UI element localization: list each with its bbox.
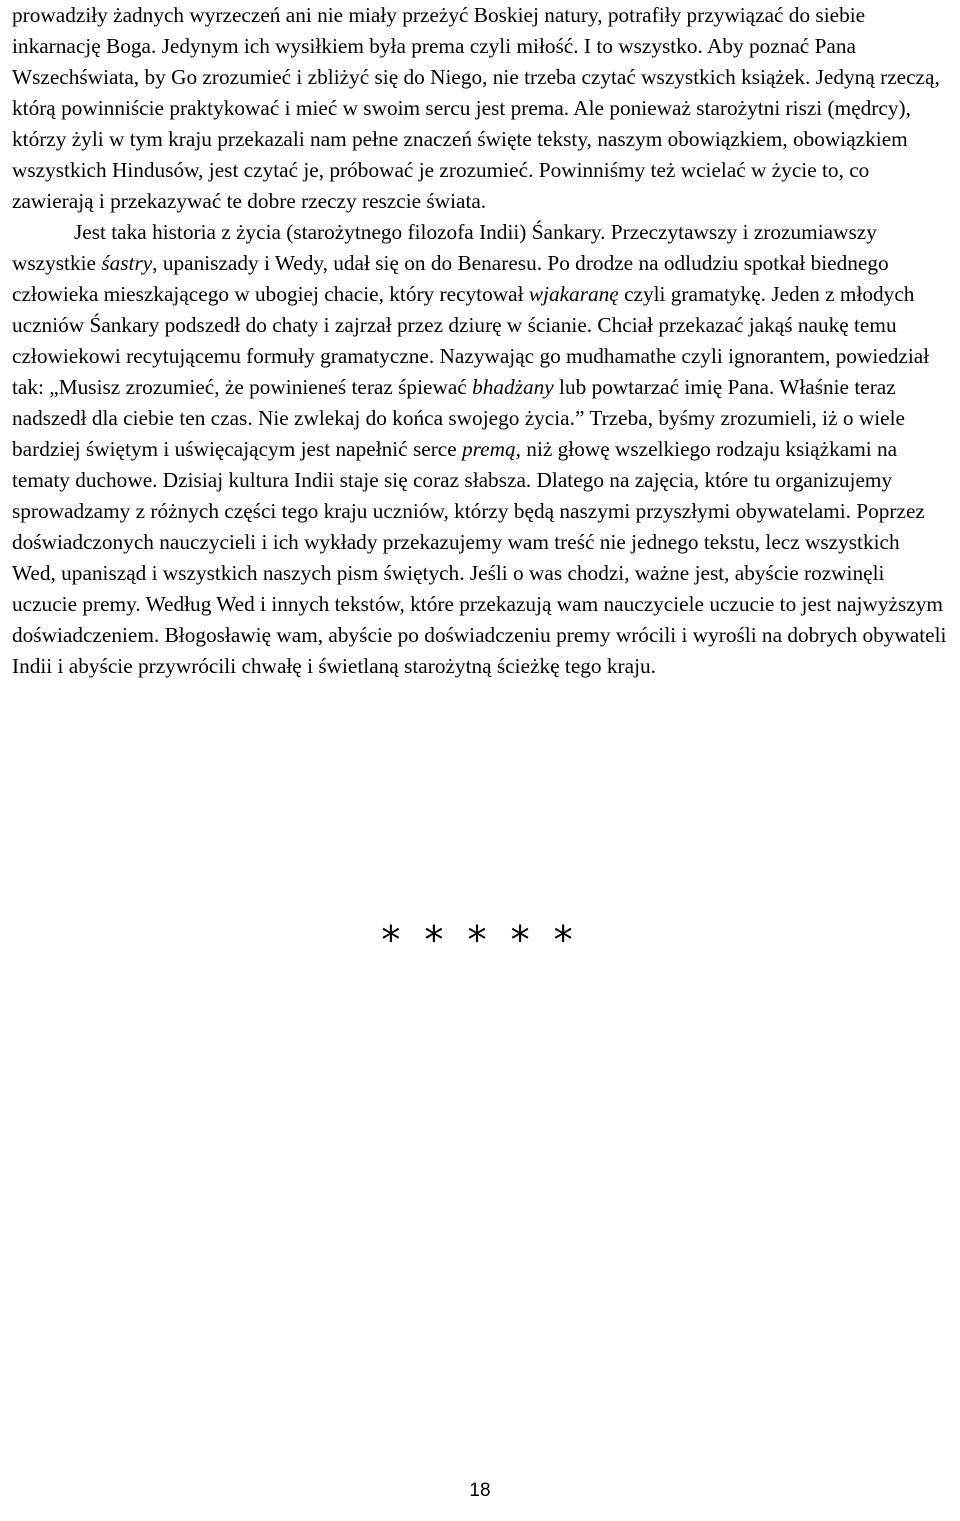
text-run: Jest taka historia z życia (starożytnego filozofa Indii) Śankary. Przeczytawszy i zrozumiawszy wszystkie: [12, 220, 877, 275]
text-run: prowadziły żadnych wyrzeczeń ani nie miały przeżyć Boskiej natury, potrafiły przywiązać do siebie inkarnację Boga. Jedynym ich wysiłkiem była prema czyli miłość. I to wszystko. Aby poznać Pana Wszechświata, by Go zrozumieć i zbliżyć się do Niego, nie trzeba czytać wszystkich książek. Jedyną rzeczą, którą powinniście praktykować i mieć w swoim sercu jest prema. Ale ponieważ starożytni riszi (mędrcy), którzy żyli w tym kraju przekazali nam pełne znaczeń święte teksty, naszym obowiązkiem, obowiązkiem wszystkich Hindusów, jest czytać je, próbować je zrozumieć. Powinniśmy też wcielać w życie to, co zawierają i przekazywać te dobre rzeczy reszcie świata.: [12, 3, 940, 213]
text-run: , upaniszady i Wedy, udał się on do Benaresu. Po drodze na odludziu spotkał biednego człowieka mieszkającego w ubogiej chacie, który recytował: [12, 251, 889, 306]
document-page: [12, 0, 948, 682]
page-number: 18: [469, 1480, 491, 1501]
italic-term: wjakaranę: [528, 282, 619, 306]
italic-term: śastry: [101, 251, 153, 275]
italic-term: bhadżany: [472, 375, 554, 399]
paragraph-1: [12, 0, 948, 217]
text-run: czyli gramatykę. Jeden z młodych uczniów Śankary podszedł do chaty i zajrzał przez dziurę w ścianie. Chciał przekazać jakąś naukę temu człowiekowi recytującemu formuły gramatyczne. Nazywając go mudhamathe czyli ignorantem, powiedział tak: „Musisz zrozumieć, że powinieneś teraz śpiewać: [12, 282, 930, 399]
italic-term: premą: [462, 437, 516, 461]
text-block: [12, 0, 948, 682]
text-run: , niż głowę wszelkiego rodzaju książkami na tematy duchowe. Dzisiaj kultura Indii staje się coraz słabsza. Dlatego na zajęcia, które tu organizujemy sprowadzamy z różnych części tego kraju uczniów, którzy będą naszymi przyszłymi obywatelami. Poprzez doświadczonych nauczycieli i ich wykłady przekazujemy wam treść nie jednego tekstu, lecz wszystkich Wed, upanisząd i wszystkich naszych pism świętych. Jeśli o was chodzi, ważne jest, abyście rozwinęli uczucie premy. Według Wed i innych tekstów, które przekazują wam nauczyciele uczucie to jest najwyższym doświadczeniem. Błogosławię wam, abyście po doświadczeniu premy wrócili i wyrośli na dobrych obywateli Indii i abyście przywrócili chwałę i świetlaną starożytną ścieżkę tego kraju.: [12, 437, 947, 678]
text-run: lub powtarzać imię Pana. Właśnie teraz nadszedł dla ciebie ten czas. Nie zwlekaj do końca swojego życia.” Trzeba, byśmy zrozumieli, iż o wiele bardziej świętym i uświęcającym jest napełnić serce: [12, 375, 905, 461]
section-separator: * * * * *: [381, 918, 579, 962]
paragraph-2: [12, 217, 948, 682]
